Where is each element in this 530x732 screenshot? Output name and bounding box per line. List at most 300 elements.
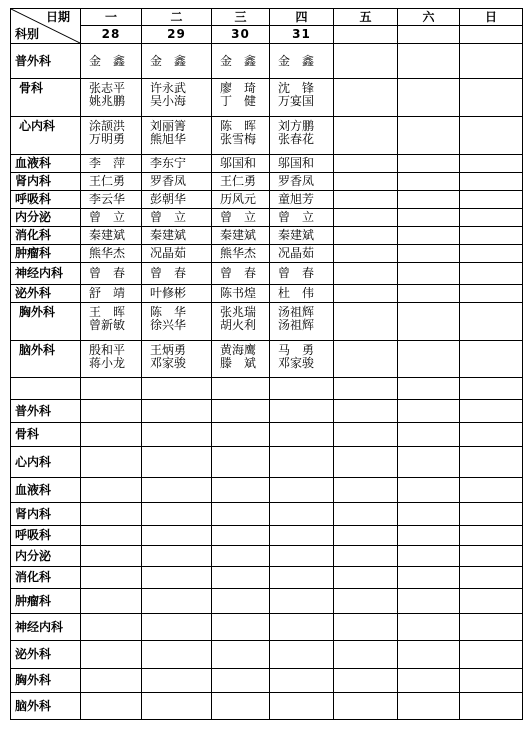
duty-cell-thu[interactable]	[270, 641, 334, 669]
duty-cell-sun	[460, 341, 523, 378]
duty-cell-sat[interactable]	[398, 693, 460, 720]
department-name: 内分泌	[11, 546, 81, 567]
duty-cell-thu	[270, 245, 334, 263]
doctor-name: 熊华杰	[220, 246, 257, 260]
duty-cell-mon[interactable]	[81, 693, 142, 720]
schedule-row	[11, 44, 523, 79]
duty-cell-thu[interactable]	[270, 526, 334, 546]
doctor-name: 曾 立	[278, 210, 315, 224]
duty-cell-mon	[81, 44, 142, 79]
duty-cell-sun	[460, 191, 523, 209]
duty-cell-fri[interactable]	[334, 423, 398, 447]
duty-cell-thu[interactable]	[270, 546, 334, 567]
duty-cell-sun[interactable]	[460, 423, 523, 447]
duty-cell-sat	[398, 117, 460, 155]
duty-cell-thu	[270, 285, 334, 303]
weekday-wed: 三	[212, 9, 270, 26]
duty-cell-wed[interactable]	[212, 478, 270, 503]
duty-cell-thu[interactable]	[270, 589, 334, 614]
doctor-name: 王仁勇	[89, 174, 126, 188]
duty-cell-sat	[398, 79, 460, 117]
duty-cell-thu	[270, 209, 334, 227]
duty-cell-tue[interactable]	[142, 614, 212, 641]
duty-cell-mon[interactable]	[81, 567, 142, 589]
schedule-row	[11, 209, 523, 227]
doctor-name: 杜 伟	[278, 286, 315, 300]
department-name: 普外科	[11, 44, 81, 79]
empty-cell	[11, 378, 81, 400]
duty-cell-fri[interactable]	[334, 526, 398, 546]
department-label: 科别	[15, 27, 40, 41]
duty-cell-mon	[81, 173, 142, 191]
duty-cell-tue	[142, 173, 212, 191]
doctor-name: 李东宁	[150, 156, 187, 170]
doctor-name: 陈 晖	[220, 119, 257, 133]
blank-schedule-row	[11, 693, 523, 720]
duty-cell-sun	[460, 79, 523, 117]
doctor-name: 邓家骏	[278, 356, 315, 370]
doctor-name: 马 勇	[278, 343, 315, 357]
duty-cell-wed	[212, 341, 270, 378]
department-name: 泌外科	[11, 641, 81, 669]
duty-cell-thu	[270, 227, 334, 245]
blank-schedule-row	[11, 567, 523, 589]
duty-cell-sat[interactable]	[398, 526, 460, 546]
duty-cell-wed	[212, 263, 270, 285]
doctor-name: 历风元	[220, 192, 257, 206]
duty-cell-sun	[460, 209, 523, 227]
department-name: 肾内科	[11, 503, 81, 526]
duty-cell-tue	[142, 191, 212, 209]
doctor-name: 邬国和	[278, 156, 315, 170]
doctor-name: 曾 立	[220, 210, 257, 224]
doctor-name: 张兆瑞	[220, 305, 257, 319]
doctor-name: 曾 春	[89, 266, 126, 280]
department-name: 心内科	[11, 447, 81, 478]
department-name: 胸外科	[11, 669, 81, 693]
duty-cell-tue	[142, 227, 212, 245]
duty-cell-sat[interactable]	[398, 478, 460, 503]
duty-cell-sat[interactable]	[398, 641, 460, 669]
doctor-name: 王仁勇	[220, 174, 257, 188]
duty-cell-sat	[398, 173, 460, 191]
doctor-name: 罗香凤	[150, 174, 187, 188]
doctor-name: 罗香凤	[278, 174, 315, 188]
doctor-name: 王炳勇	[150, 343, 187, 357]
blank-schedule-row	[11, 546, 523, 567]
duty-cell-thu	[270, 303, 334, 341]
date-wed: 30	[212, 26, 270, 44]
duty-cell-mon	[81, 263, 142, 285]
date-sun	[460, 26, 523, 44]
doctor-name: 曾 春	[278, 266, 315, 280]
duty-cell-fri[interactable]	[334, 478, 398, 503]
department-name: 呼吸科	[11, 526, 81, 546]
blank-schedule-row	[11, 478, 523, 503]
doctor-name: 熊华杰	[89, 246, 126, 260]
duty-cell-fri[interactable]	[334, 546, 398, 567]
department-name: 脑外科	[11, 341, 81, 378]
blank-schedule-row	[11, 503, 523, 526]
duty-cell-tue[interactable]	[142, 503, 212, 526]
duty-cell-thu[interactable]	[270, 693, 334, 720]
duty-cell-sat[interactable]	[398, 614, 460, 641]
department-name: 肿瘤科	[11, 589, 81, 614]
doctor-name: 万明勇	[89, 132, 126, 146]
schedule-row	[11, 79, 523, 117]
duty-cell-wed	[212, 227, 270, 245]
duty-cell-tue[interactable]	[142, 423, 212, 447]
blank-schedule-row	[11, 423, 523, 447]
duty-cell-sat[interactable]	[398, 669, 460, 693]
doctor-name: 邓家骏	[150, 356, 187, 370]
department-name: 神经内科	[11, 614, 81, 641]
doctor-name: 秦建斌	[220, 228, 257, 242]
duty-cell-fri[interactable]	[334, 589, 398, 614]
duty-cell-tue[interactable]	[142, 478, 212, 503]
duty-cell-thu	[270, 341, 334, 378]
duty-cell-sat[interactable]	[398, 589, 460, 614]
duty-cell-sat[interactable]	[398, 447, 460, 478]
duty-cell-tue	[142, 155, 212, 173]
empty-cell	[398, 378, 460, 400]
duty-cell-mon	[81, 227, 142, 245]
doctor-name: 沈 锋	[278, 81, 315, 95]
department-name: 神经内科	[11, 263, 81, 285]
doctor-name: 曾新敏	[89, 318, 126, 332]
duty-cell-tue[interactable]	[142, 589, 212, 614]
doctor-name: 刘丽箐	[150, 119, 187, 133]
duty-cell-fri[interactable]	[334, 641, 398, 669]
empty-cell	[142, 378, 212, 400]
weekday-sun: 日	[460, 9, 523, 26]
doctor-name: 王 晖	[89, 305, 126, 319]
duty-cell-wed[interactable]	[212, 693, 270, 720]
duty-cell-thu[interactable]	[270, 669, 334, 693]
doctor-name: 曾 春	[220, 266, 257, 280]
doctor-name: 万宴国	[278, 94, 315, 108]
duty-cell-thu	[270, 155, 334, 173]
duty-cell-sat	[398, 263, 460, 285]
duty-cell-wed[interactable]	[212, 526, 270, 546]
duty-cell-sun[interactable]	[460, 641, 523, 669]
duty-cell-tue[interactable]	[142, 641, 212, 669]
department-name: 内分泌	[11, 209, 81, 227]
duty-cell-tue[interactable]	[142, 400, 212, 423]
duty-cell-fri	[334, 285, 398, 303]
duty-cell-wed	[212, 155, 270, 173]
schedule-row	[11, 117, 523, 155]
doctor-name: 金 鑫	[278, 53, 315, 68]
date-mon: 28	[81, 26, 142, 44]
duty-cell-wed[interactable]	[212, 669, 270, 693]
duty-cell-sat	[398, 285, 460, 303]
doctor-name: 汤祖辉	[278, 305, 315, 319]
blank-schedule-row	[11, 641, 523, 669]
weekday-sat: 六	[398, 9, 460, 26]
duty-cell-mon	[81, 285, 142, 303]
duty-cell-tue[interactable]	[142, 567, 212, 589]
duty-cell-sat	[398, 155, 460, 173]
duty-cell-fri	[334, 303, 398, 341]
doctor-name: 金 鑫	[220, 53, 257, 68]
duty-cell-thu[interactable]	[270, 400, 334, 423]
department-name: 消化科	[11, 567, 81, 589]
duty-cell-mon[interactable]	[81, 669, 142, 693]
department-name: 肾内科	[11, 173, 81, 191]
duty-cell-sun[interactable]	[460, 447, 523, 478]
doctor-name: 叶修彬	[150, 286, 187, 300]
duty-cell-tue	[142, 209, 212, 227]
duty-cell-wed	[212, 173, 270, 191]
duty-cell-sun[interactable]	[460, 567, 523, 589]
duty-cell-mon	[81, 191, 142, 209]
duty-cell-fri	[334, 44, 398, 79]
duty-cell-fri	[334, 79, 398, 117]
doctor-name: 况晶茹	[278, 246, 315, 260]
duty-cell-tue[interactable]	[142, 546, 212, 567]
doctor-name: 秦建斌	[278, 228, 315, 242]
duty-cell-mon	[81, 79, 142, 117]
duty-cell-sun	[460, 245, 523, 263]
doctor-name: 涂颉洪	[89, 119, 126, 133]
duty-cell-mon[interactable]	[81, 447, 142, 478]
empty-cell	[334, 378, 398, 400]
weekday-thu: 四	[270, 9, 334, 26]
doctor-name: 姚兆鹏	[89, 94, 126, 108]
duty-cell-thu	[270, 44, 334, 79]
duty-cell-sat	[398, 341, 460, 378]
duty-cell-sun	[460, 155, 523, 173]
duty-cell-sat	[398, 245, 460, 263]
duty-cell-sat[interactable]	[398, 546, 460, 567]
date-fri	[334, 26, 398, 44]
duty-cell-fri[interactable]	[334, 503, 398, 526]
blank-schedule-row	[11, 669, 523, 693]
duty-cell-sun[interactable]	[460, 614, 523, 641]
department-name: 血液科	[11, 155, 81, 173]
duty-cell-sun	[460, 44, 523, 79]
duty-cell-fri[interactable]	[334, 447, 398, 478]
duty-cell-thu[interactable]	[270, 614, 334, 641]
duty-cell-fri	[334, 155, 398, 173]
duty-cell-sat[interactable]	[398, 423, 460, 447]
doctor-name: 邬国和	[220, 156, 257, 170]
duty-cell-wed[interactable]	[212, 423, 270, 447]
weekday-mon: 一	[81, 9, 142, 26]
duty-cell-fri	[334, 173, 398, 191]
date-row	[11, 26, 523, 44]
empty-cell	[212, 378, 270, 400]
duty-cell-wed[interactable]	[212, 503, 270, 526]
duty-cell-mon[interactable]	[81, 641, 142, 669]
doctor-name: 张志平	[89, 81, 126, 95]
duty-cell-tue[interactable]	[142, 693, 212, 720]
duty-cell-sat[interactable]	[398, 567, 460, 589]
duty-cell-mon	[81, 117, 142, 155]
doctor-name: 彭朝华	[150, 192, 187, 206]
duty-cell-thu[interactable]	[270, 447, 334, 478]
blank-schedule-row	[11, 614, 523, 641]
duty-cell-tue[interactable]	[142, 526, 212, 546]
duty-cell-wed	[212, 191, 270, 209]
duty-cell-fri[interactable]	[334, 567, 398, 589]
schedule-row	[11, 341, 523, 378]
schedule-row	[11, 173, 523, 191]
empty-cell	[81, 378, 142, 400]
department-name: 骨科	[11, 423, 81, 447]
duty-cell-tue	[142, 285, 212, 303]
doctor-name: 吴小海	[150, 94, 187, 108]
duty-cell-sat	[398, 209, 460, 227]
duty-cell-mon[interactable]	[81, 478, 142, 503]
duty-cell-fri	[334, 117, 398, 155]
duty-cell-mon	[81, 245, 142, 263]
doctor-name: 汤祖辉	[278, 318, 315, 332]
department-name: 脑外科	[11, 693, 81, 720]
duty-cell-sat	[398, 303, 460, 341]
duty-cell-thu[interactable]	[270, 423, 334, 447]
duty-cell-mon[interactable]	[81, 503, 142, 526]
doctor-name: 黄海鹰	[220, 343, 257, 357]
duty-cell-sat	[398, 191, 460, 209]
weekday-fri: 五	[334, 9, 398, 26]
duty-cell-wed[interactable]	[212, 546, 270, 567]
duty-cell-sat[interactable]	[398, 503, 460, 526]
doctor-name: 熊旭华	[150, 132, 187, 146]
duty-cell-tue	[142, 303, 212, 341]
doctor-name: 秦建斌	[89, 228, 126, 242]
duty-cell-tue	[142, 79, 212, 117]
department-name: 肿瘤科	[11, 245, 81, 263]
duty-cell-mon[interactable]	[81, 614, 142, 641]
doctor-name: 许永武	[150, 81, 187, 95]
empty-cell	[270, 378, 334, 400]
duty-cell-wed[interactable]	[212, 589, 270, 614]
blank-schedule-row	[11, 526, 523, 546]
duty-cell-fri[interactable]	[334, 669, 398, 693]
blank-schedule-row	[11, 447, 523, 478]
weekday-tue: 二	[142, 9, 212, 26]
duty-cell-thu	[270, 191, 334, 209]
duty-cell-fri[interactable]	[334, 693, 398, 720]
duty-cell-sat[interactable]	[398, 400, 460, 423]
doctor-name: 陈书煌	[220, 286, 257, 300]
duty-cell-wed[interactable]	[212, 641, 270, 669]
duty-cell-thu[interactable]	[270, 478, 334, 503]
doctor-name: 胡火利	[220, 318, 257, 332]
duty-cell-fri	[334, 209, 398, 227]
duty-cell-fri[interactable]	[334, 614, 398, 641]
duty-cell-mon	[81, 341, 142, 378]
date-tue: 29	[142, 26, 212, 44]
duty-cell-tue[interactable]	[142, 669, 212, 693]
duty-cell-wed	[212, 245, 270, 263]
schedule-row	[11, 227, 523, 245]
duty-cell-wed[interactable]	[212, 447, 270, 478]
schedule-row	[11, 245, 523, 263]
doctor-name: 徐兴华	[150, 318, 187, 332]
duty-cell-wed	[212, 44, 270, 79]
duty-cell-sun[interactable]	[460, 546, 523, 567]
schedule-row	[11, 263, 523, 285]
duty-cell-mon[interactable]	[81, 546, 142, 567]
duty-cell-sun	[460, 227, 523, 245]
duty-cell-mon[interactable]	[81, 589, 142, 614]
doctor-name: 刘方鹏	[278, 119, 315, 133]
duty-cell-mon	[81, 155, 142, 173]
duty-cell-fri[interactable]	[334, 400, 398, 423]
duty-schedule-table	[10, 8, 523, 720]
duty-cell-sun[interactable]	[460, 526, 523, 546]
doctor-name: 金 鑫	[89, 53, 126, 68]
duty-cell-sun	[460, 173, 523, 191]
duty-cell-thu	[270, 117, 334, 155]
doctor-name: 曾 立	[150, 210, 187, 224]
duty-cell-tue	[142, 341, 212, 378]
department-name: 普外科	[11, 400, 81, 423]
schedule-row	[11, 303, 523, 341]
duty-cell-mon[interactable]	[81, 423, 142, 447]
duty-cell-thu[interactable]	[270, 503, 334, 526]
duty-cell-thu	[270, 173, 334, 191]
doctor-name: 陈 华	[150, 305, 187, 319]
duty-cell-sun[interactable]	[460, 503, 523, 526]
schedule-row	[11, 155, 523, 173]
schedule-row	[11, 191, 523, 209]
doctor-name: 曾 春	[150, 266, 187, 280]
department-name: 心内科	[11, 117, 81, 155]
duty-cell-wed	[212, 79, 270, 117]
duty-cell-sun[interactable]	[460, 669, 523, 693]
duty-cell-tue[interactable]	[142, 447, 212, 478]
doctor-name: 张春花	[278, 132, 315, 146]
doctor-name: 蒋小龙	[89, 356, 126, 370]
duty-cell-mon[interactable]	[81, 400, 142, 423]
department-name: 消化科	[11, 227, 81, 245]
date-sat	[398, 26, 460, 44]
doctor-name: 金 鑫	[150, 53, 187, 68]
duty-cell-sun[interactable]	[460, 478, 523, 503]
duty-cell-wed	[212, 303, 270, 341]
duty-cell-sun[interactable]	[460, 589, 523, 614]
doctor-name: 廖 琦	[220, 81, 257, 95]
duty-cell-sun[interactable]	[460, 400, 523, 423]
doctor-name: 殷和平	[89, 343, 126, 357]
duty-schedule-body	[11, 9, 523, 720]
duty-cell-wed[interactable]	[212, 614, 270, 641]
department-name: 呼吸科	[11, 191, 81, 209]
duty-cell-sat	[398, 44, 460, 79]
duty-cell-sun	[460, 303, 523, 341]
duty-cell-tue	[142, 117, 212, 155]
duty-cell-tue	[142, 245, 212, 263]
duty-cell-wed[interactable]	[212, 567, 270, 589]
duty-cell-fri	[334, 263, 398, 285]
doctor-name: 况晶茹	[150, 246, 187, 260]
blank-schedule-row	[11, 400, 523, 423]
schedule-row	[11, 285, 523, 303]
doctor-name: 丁 健	[220, 94, 257, 108]
duty-cell-sun[interactable]	[460, 693, 523, 720]
duty-cell-thu[interactable]	[270, 567, 334, 589]
doctor-name: 张雪梅	[220, 132, 257, 146]
doctor-name: 李 萍	[89, 156, 126, 170]
duty-cell-sun	[460, 263, 523, 285]
duty-cell-wed[interactable]	[212, 400, 270, 423]
duty-cell-mon[interactable]	[81, 526, 142, 546]
doctor-name: 曾 立	[89, 210, 126, 224]
